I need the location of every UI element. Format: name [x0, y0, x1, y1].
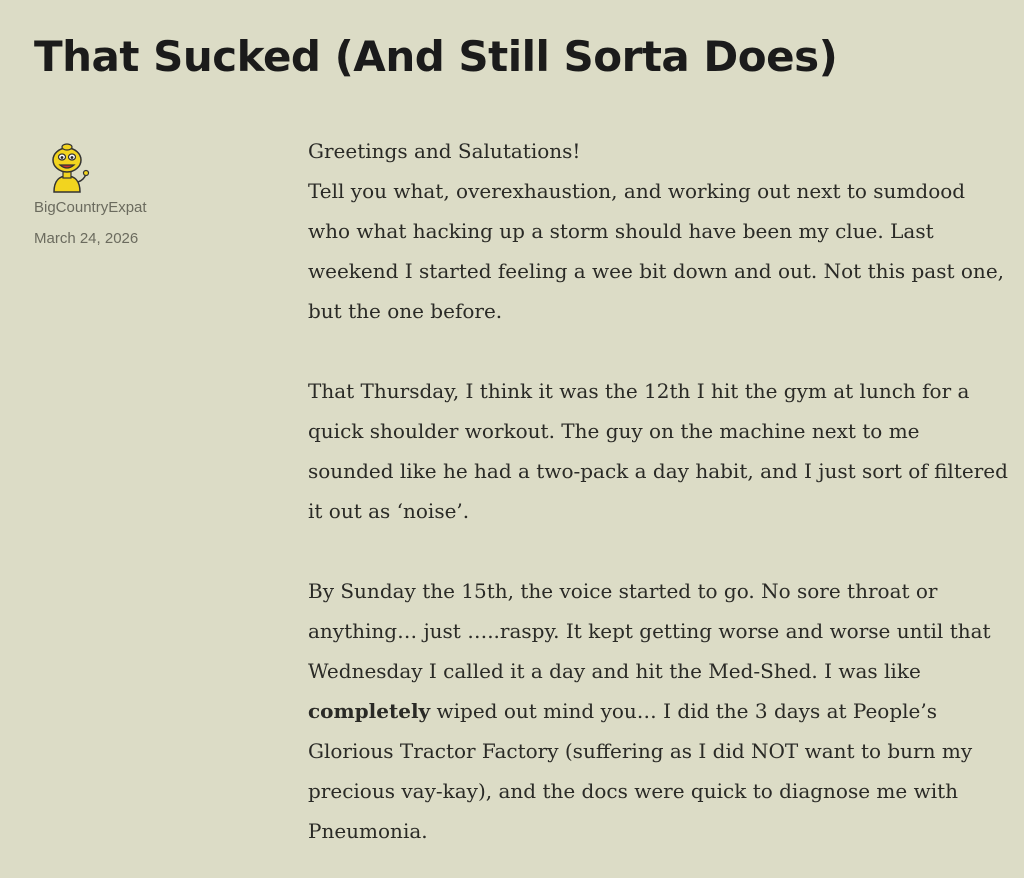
post-paragraph: [308, 571, 1008, 851]
post-body: [308, 131, 1008, 851]
paragraph-text: wiped out mind you… I did the 3 days at People’s Glorious Tractor Factory (suffering as I did NOT want to burn my precious vay-kay), and the docs were quick to diagnose me with Pneumonia.: [308, 699, 973, 843]
post-paragraph: [308, 371, 1008, 531]
post-paragraph: [308, 131, 1008, 331]
paragraph-text: Tell you what, overexhaustion, and working out next to sumdood who what hacking up a storm should have been my clue. Last weekend I started feeling a wee bit down and out. Not this past one, but the one before.: [308, 179, 1005, 323]
post-date: March 24, 2026: [34, 230, 139, 247]
bold-emphasis: completely: [308, 699, 431, 723]
paragraph-text: By Sunday the 15th, the voice started to go. No sore throat or anything… just …..raspy. It kept getting worse and worse until that Wednesday I called it a day and hit the Med-Shed. I was like: [308, 579, 991, 683]
post-title: That Sucked (And Still Sorta Does): [34, 32, 838, 81]
author-name-link[interactable]: BigCountryExpat: [34, 199, 147, 216]
cartoon-robot-avatar-icon[interactable]: [40, 140, 94, 194]
greeting-line: Greetings and Salutations!: [308, 139, 581, 163]
author-meta: [34, 140, 254, 249]
paragraph-text: That Thursday, I think it was the 12th I hit the gym at lunch for a quick shoulder workout. The guy on the machine next to me sounded like he had a two-pack a day habit, and I just sort of filtered it out as ‘noise’.: [308, 379, 1008, 523]
